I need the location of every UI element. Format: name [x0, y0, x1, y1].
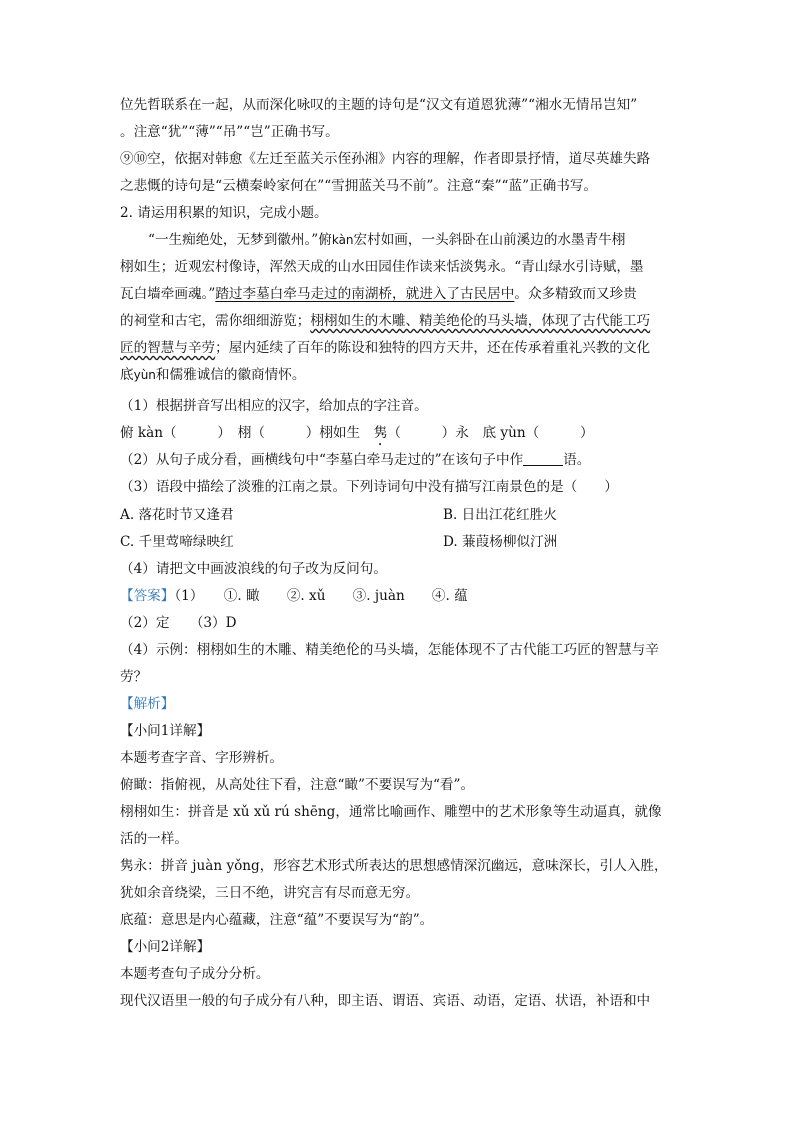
subquestion-1: （1）根据拼音写出相应的汉字，给加点的字注音。: [120, 398, 428, 414]
wavy-sentence: 栩栩如生的木雕、精美绝伦的马头墙，体现了古代能工巧: [310, 313, 651, 329]
passage-line: [120, 284, 637, 306]
text-line: ⑨⑩空，依据对韩愈《左迁至蓝关示侄孙湘》内容的理解，作者即景抒情，道尽英雄失路: [120, 151, 651, 167]
answer-line: （2）定 （3）D: [120, 615, 237, 631]
explanation-line: 隽永：拼音 juàn yǒng，形容艺术形式所表达的思想感情深沉幽远，意味深长，引人入胜，: [120, 858, 668, 874]
explanation-line: 现代汉语里一般的句子成分有八种，即主语、谓语、宾语、动语，定语、状语，补语和中: [120, 993, 651, 1009]
explanation-line: 犹如余音绕梁，三日不绝，讲究言有尽而意无穷。: [120, 885, 420, 901]
passage-text: ；屋内延续了百年的陈设和独特的四方天井，还在传承着重礼兴教的文化: [215, 340, 651, 356]
passage-text: 的祠堂和古宅，需你细细游览；: [120, 313, 311, 329]
wavy-sentence: 匠的智慧与辛劳: [120, 340, 216, 356]
option-d: D. 蒹葭杨柳似汀洲: [443, 534, 558, 550]
pinyin: kàn: [331, 233, 354, 247]
subquestion-4: （4）请把文中画波浪线的句子改为反问句。: [120, 561, 387, 577]
sub1-title: 【小问1详解】: [120, 723, 211, 739]
passage-line: [148, 230, 625, 252]
option-b: B. 日出江花红胜火: [443, 507, 557, 523]
sub2-intro: 本题考查句子成分分析。: [120, 966, 270, 982]
answer-line: 劳？: [120, 669, 148, 685]
subquestion-3: （3）语段中描绘了淡雅的江南之景。下列诗词句中没有描写江南景色的是（ ）: [120, 479, 619, 495]
passage-text: 。众多精致而又珍贵: [514, 286, 637, 302]
dotted-char: 隽: [373, 425, 388, 441]
text-line: 。注意“犹”“薄”“吊”“岂”正确书写。: [120, 124, 339, 140]
passage-line: [120, 311, 650, 333]
items-text: （ ）永 底 yùn（ ）: [387, 425, 594, 441]
question-text: 语。: [563, 452, 591, 468]
passage-text: 宏村如画，一头斜卧在山前溪边的水墨青牛栩: [353, 232, 626, 248]
option-a: A. 落花时节又逢君: [120, 507, 234, 523]
sub2-title: 【小问2详解】: [120, 939, 211, 955]
passage-text: 和儒雅诚信的徽商情怀。: [155, 367, 306, 383]
answer-line: （4）示例：栩栩如生的木雕、精美绝伦的马头墙，怎能体现不了古代能工巧匠的智慧与辛: [120, 642, 659, 658]
items-text: 俯 kàn（ ） 栩（ ）栩如生: [120, 425, 374, 441]
option-c: C. 千里莺啼绿映红: [120, 534, 234, 550]
answer-text: （1） ①. 瞰 ②. xǔ ③. juàn ④. 蕴: [174, 588, 468, 604]
analysis-label: 【解析】: [120, 696, 175, 712]
passage-line: [120, 338, 650, 360]
explanation-line: 活的一样。: [120, 831, 188, 847]
passage-text: 瓦白墙牵画魂。”: [120, 286, 216, 302]
subquestion-2: [120, 450, 590, 472]
answer-label: 【答案】: [120, 588, 175, 604]
passage-text: 底: [120, 367, 134, 383]
subquestion-1-items: [120, 423, 594, 445]
passage-line: 栩如生；近观宏村像诗，浑然天成的山水田园佳作读来恬淡隽永。“青山绿水引诗赋，墨: [120, 259, 644, 275]
explanation-line: 栩栩如生：拼音是 xǔ xǔ rú shēng，通常比喻画作、雕塑中的艺术形象等生动逼真，就像: [120, 804, 662, 820]
question-text: （2）从句子成分看，画横线句中“李墓白牵马走过的”在该句子中作: [120, 452, 524, 468]
passage-text: “一生痴绝处，无梦到徽州。”俯: [148, 232, 332, 248]
text-line: 之悲慨的诗句是“云横秦岭家何在”“雪拥蓝关马不前”。注意“秦”“蓝”正确书写。: [120, 178, 598, 194]
passage-line: [120, 365, 305, 387]
answer-line: [120, 586, 468, 608]
text-line: 位先哲联系在一起，从而深化咏叹的主题的诗句是“汉文有道恩犹薄”“湘水无情吊岂知”: [120, 97, 638, 113]
explanation-line: 俯瞰：指俯视，从高处往下看，注意“瞰”不要误写为“看”。: [120, 777, 475, 793]
explanation-line: 底蕴：意思是内心蕴藏，注意“蕴”不要误写为“韵”。: [120, 912, 434, 928]
question-2-title: 2. 请运用积累的知识，完成小题。: [120, 205, 328, 221]
underlined-sentence: 踏过李墓白牵马走过的南湖桥，就进入了古民居中: [215, 286, 515, 302]
pinyin: yùn: [133, 368, 156, 382]
answer-blank: [523, 451, 563, 466]
sub1-intro: 本题考查字音、字形辨析。: [120, 750, 284, 766]
